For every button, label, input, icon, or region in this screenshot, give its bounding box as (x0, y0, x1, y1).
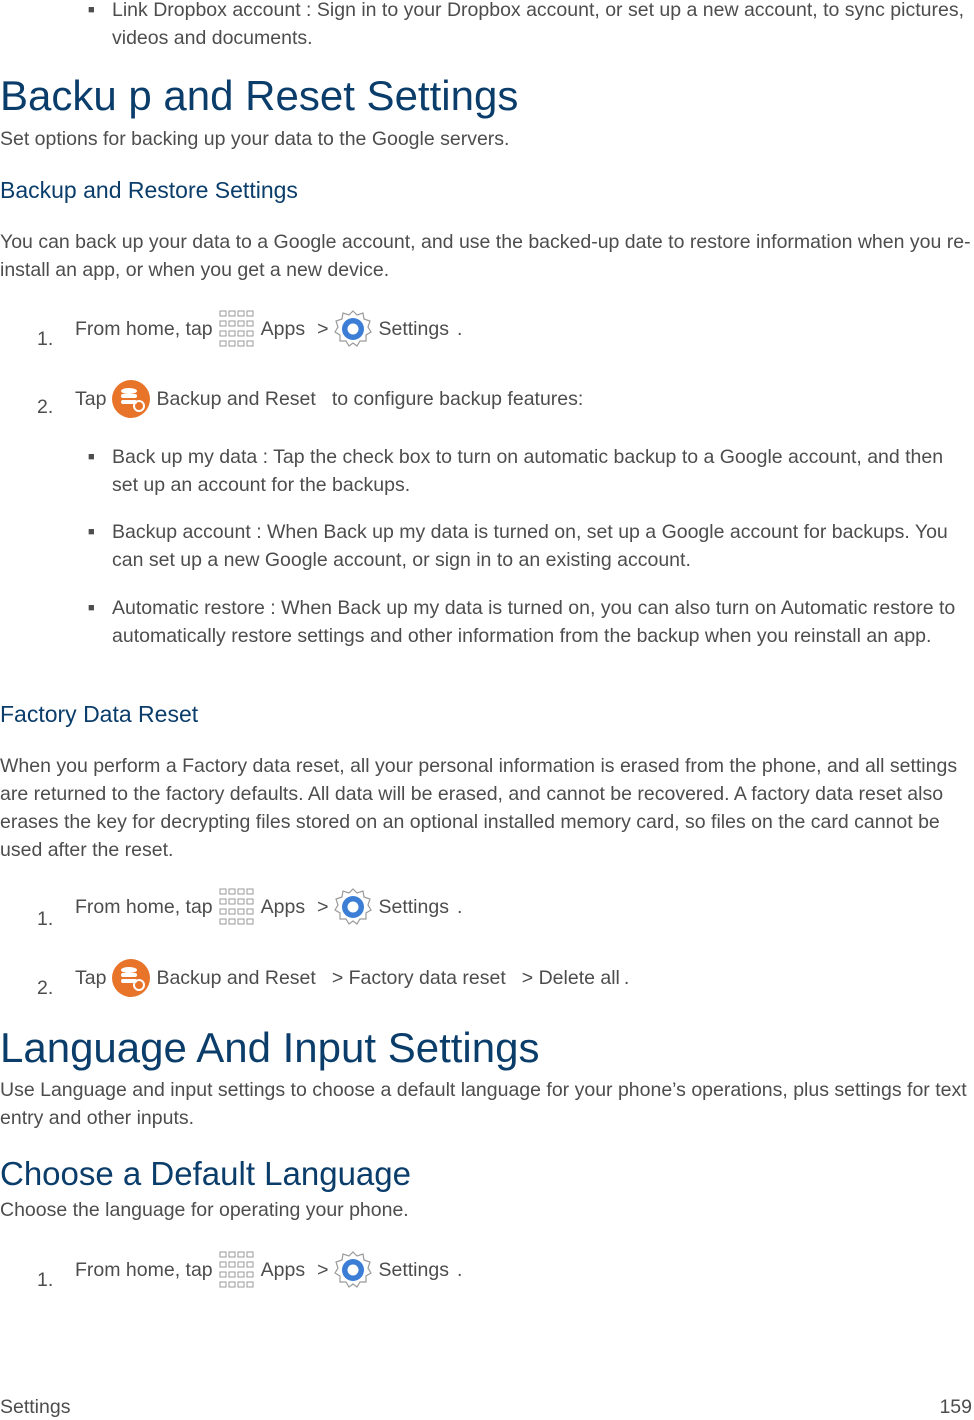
settings-gear-icon (333, 1250, 373, 1290)
bullet-marker: ■ (88, 4, 95, 16)
backup-reset-label: Backup and Reset (156, 388, 316, 410)
bullet-marker: ■ (88, 451, 95, 463)
page-number: 159 (939, 1396, 972, 1418)
step-text: From home, tap (75, 318, 213, 340)
section-intro: Set options for backing up your data to the Google servers. (0, 128, 510, 150)
bullet-label: Backup account (112, 521, 251, 543)
top-bullet (0, 0, 974, 56)
step-number: 1. (37, 328, 54, 350)
backup-restore-body: You can back up your data to a Google account, and use the backed-up date to restore information when you re-install an app, or when you get a new device. (0, 231, 971, 281)
step-number: 2. (37, 396, 54, 418)
subsection-title-backup-restore: Backup and Restore Settings (0, 177, 298, 203)
step-text: Tap (75, 388, 107, 410)
subsection-title-default-language: Choose a Default Language (0, 1155, 411, 1192)
list-item (0, 443, 974, 499)
list-item (0, 594, 974, 678)
bullet-text: : Sign in to your Dropbox account, or set up a new account, to sync pictures, videos and documents. (112, 0, 964, 49)
step-text-rest: to configure backup features: (331, 388, 584, 410)
apps-label: Apps (260, 896, 306, 918)
bullet-label: Back up my data (112, 446, 258, 468)
step-end: . (456, 896, 463, 918)
step-1 (0, 306, 974, 352)
step-2 (0, 955, 974, 1001)
subsection-title-factory-reset: Factory Data Reset (0, 701, 199, 727)
delete-all-label: > Delete all (521, 967, 620, 989)
section-title-backup-reset: Backu p and Reset Settings (0, 72, 519, 119)
step-text: From home, tap (75, 896, 213, 918)
step-2 (0, 376, 974, 422)
step-end: . (456, 318, 463, 340)
bullet-text: : When Back up my data is turned on, you can also turn on Automatic restore to automatically restore settings and other information from the backup when you reinstall an app. (112, 597, 956, 647)
footer-section-name: Settings (0, 1396, 71, 1418)
settings-label: Settings (378, 1259, 449, 1281)
apps-grid-icon (218, 309, 256, 349)
apps-grid-icon (218, 887, 256, 927)
factory-data-reset-label: > Factory data reset (331, 967, 506, 989)
step-separator: > (317, 1259, 329, 1281)
settings-gear-icon (333, 309, 373, 349)
step-separator: > (317, 896, 329, 918)
list-item (0, 518, 974, 574)
bullet-text: : When Back up my data is turned on, set up a Google account for backups. You can set up a new Google account, or sign in to an existing account. (112, 521, 948, 571)
bullet-text: : Tap the check box to turn on automatic backup to a Google account, and then set up an account for the backups. (112, 446, 944, 496)
step-1 (0, 884, 974, 930)
step-separator: > (317, 318, 329, 340)
factory-reset-body: When you perform a Factory data reset, all your personal information is erased from the phone, and all settings are returned to the factory defaults. All data will be erased, and cannot be recovered. A factory data reset also erases the key for decrypting files stored on an optional installed memory card, so files on the card cannot be used after the reset. (0, 755, 958, 861)
backup-reset-label: Backup and Reset (156, 967, 316, 989)
step-text: From home, tap (75, 1259, 213, 1281)
section-intro: Use Language and input settings to choose a default language for your phone’s operations, plus settings for text entry and other inputs. (0, 1079, 967, 1129)
apps-label: Apps (260, 1259, 306, 1281)
bullet-marker: ■ (88, 602, 95, 614)
step-text: Tap (75, 967, 107, 989)
step-end: . (623, 967, 630, 989)
backup-reset-icon (111, 958, 151, 998)
section-title-language-input: Language And Input Settings (0, 1024, 540, 1071)
settings-label: Settings (378, 896, 449, 918)
settings-gear-icon (333, 887, 373, 927)
backup-reset-icon (111, 379, 151, 419)
apps-grid-icon (218, 1250, 256, 1290)
step-number: 2. (37, 977, 54, 999)
step-end: . (456, 1259, 463, 1281)
bullet-label: Automatic restore (112, 597, 265, 619)
settings-label: Settings (378, 318, 449, 340)
bullet-marker: ■ (88, 526, 95, 538)
step-1 (0, 1247, 974, 1293)
bullet-label: Link Dropbox account (112, 0, 301, 21)
apps-label: Apps (260, 318, 306, 340)
default-language-body: Choose the language for operating your phone. (0, 1199, 409, 1221)
step-number: 1. (37, 1269, 54, 1291)
step-number: 1. (37, 908, 54, 930)
